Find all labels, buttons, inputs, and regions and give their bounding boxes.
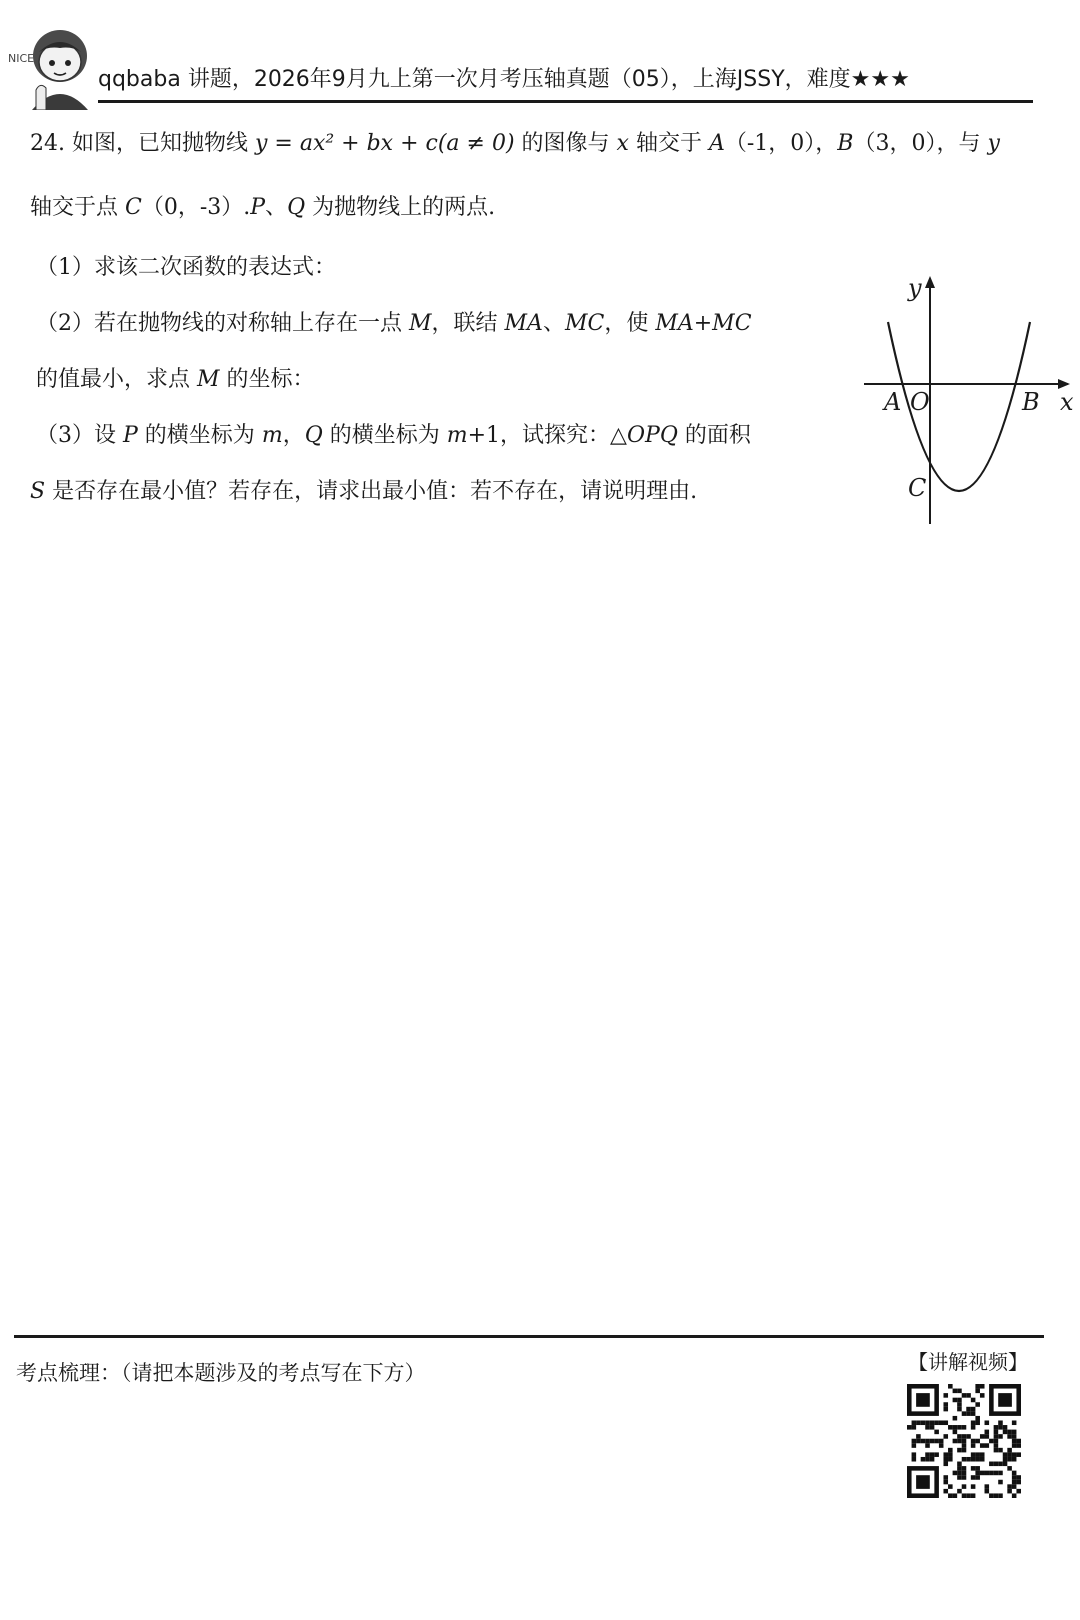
- mascot-avatar-icon: [8, 18, 108, 110]
- problem-line-2: [30, 190, 495, 221]
- question-part-3-line-1: [36, 418, 751, 449]
- math-var-x: x: [616, 131, 629, 156]
- header-divider: [98, 100, 1033, 103]
- point-c-figure-label: C: [908, 474, 927, 502]
- parabola-figure: [864, 270, 1074, 540]
- point-a-label: A: [708, 131, 725, 156]
- math-var-m: m: [446, 423, 468, 448]
- mascot-text: NICE: [8, 52, 35, 65]
- math-var-m: m: [261, 423, 283, 448]
- footer-divider: [14, 1335, 1044, 1338]
- problem-text: 的坐标：: [219, 367, 315, 392]
- problem-text: ，使: [604, 311, 656, 336]
- problem-line-1: [30, 126, 1000, 157]
- problem-text: ，: [282, 423, 305, 448]
- point-m-label: M: [409, 311, 432, 336]
- x-axis-label: x: [1060, 388, 1074, 416]
- point-q-label: Q: [287, 195, 306, 220]
- problem-text: 的横坐标为: [322, 423, 447, 448]
- header-title: qqbaba 讲题，2026年9月九上第一次月考压轴真题（05），上海JSSY，难度★★★: [98, 67, 910, 92]
- point-a-figure-label: A: [884, 388, 902, 416]
- point-q-label: Q: [304, 423, 323, 448]
- problem-text: +1，试探究：△: [467, 423, 627, 448]
- point-p-label: P: [250, 195, 266, 220]
- point-b-coords: （3，0），与: [853, 131, 988, 156]
- triangle-opq: OPQ: [626, 423, 678, 448]
- point-b-figure-label: B: [1022, 388, 1040, 416]
- problem-text: 轴交于点: [30, 195, 125, 220]
- y-axis-label: y: [908, 274, 922, 302]
- question-part-3-line-2: [30, 474, 697, 505]
- point-p-label: P: [123, 423, 138, 448]
- segment-mc: MC: [564, 311, 605, 336]
- problem-text: 、: [542, 311, 565, 336]
- point-m-label: M: [197, 367, 220, 392]
- problem-text: 24. 如图，已知抛物线: [30, 131, 255, 156]
- problem-text: 为抛物线上的两点.: [305, 195, 496, 220]
- problem-text: 的面积: [677, 423, 751, 448]
- y-axis-arrow-icon: [925, 276, 935, 288]
- point-a-coords: （-1，0），: [724, 131, 838, 156]
- page-header: [0, 0, 1080, 108]
- problem-text: 的值最小，求点: [36, 367, 197, 392]
- video-label: 【讲解视频】: [908, 1350, 1028, 1374]
- parabola-formula: y = ax² + bx + c(a ≠ 0): [254, 131, 515, 156]
- problem-text: （2）若在抛物线的对称轴上存在一点: [36, 311, 409, 336]
- problem-text: 的横坐标为: [137, 423, 262, 448]
- problem-text: 轴交于: [628, 131, 709, 156]
- question-part-1: （1）求该二次函数的表达式：: [36, 255, 336, 280]
- problem-text: （3）设: [36, 423, 123, 448]
- segment-ma: MA: [504, 311, 543, 336]
- math-var-s: S: [30, 479, 46, 504]
- point-c-coords: （0，-3）.: [141, 195, 251, 220]
- problem-text: 的图像与: [514, 131, 617, 156]
- problem-text: 、: [265, 195, 288, 220]
- math-var-y: y: [987, 131, 1000, 156]
- question-part-2-line-2: [36, 362, 315, 393]
- origin-figure-label: O: [910, 388, 930, 416]
- point-c-label: C: [125, 195, 142, 220]
- question-part-2-line-1: [36, 306, 752, 337]
- problem-text: 是否存在最小值？若存在，请求出最小值：若不存在，请说明理由.: [45, 479, 698, 504]
- problem-text: ，联结: [431, 311, 505, 336]
- sum-ma-mc: MA+MC: [655, 311, 752, 336]
- key-points-label: 考点梳理：（请把本题涉及的考点写在下方）: [16, 1361, 426, 1385]
- point-b-label: B: [837, 131, 854, 156]
- qr-code-icon[interactable]: [907, 1384, 1021, 1498]
